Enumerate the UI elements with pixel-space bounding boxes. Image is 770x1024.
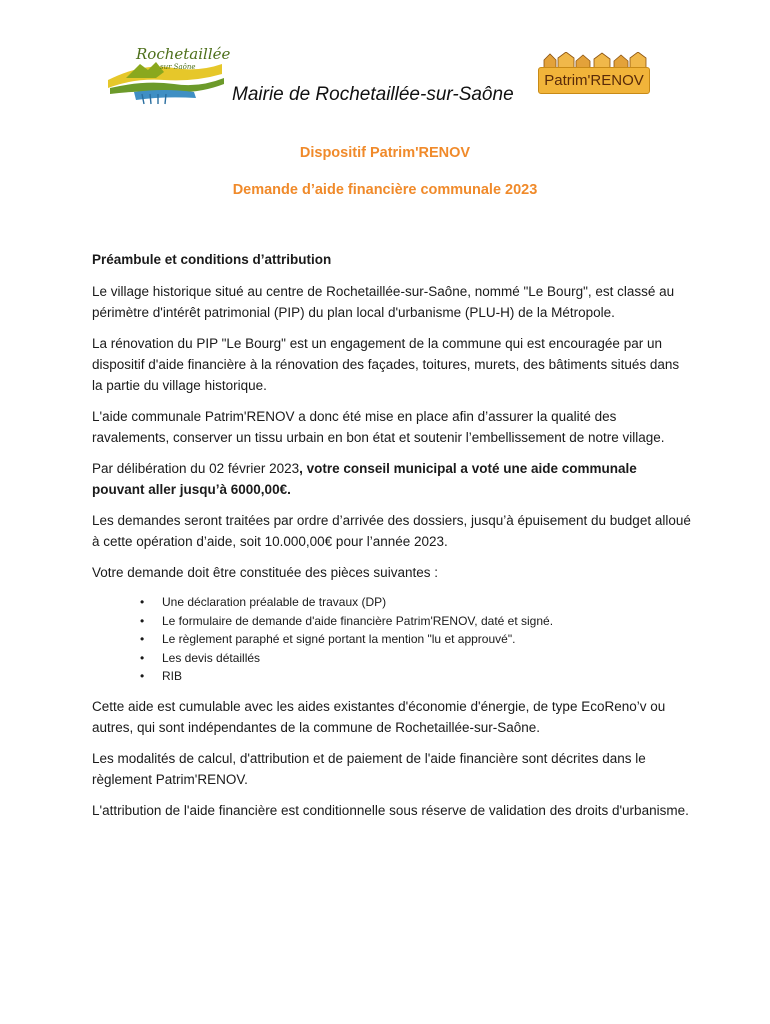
required-documents-list <box>92 593 692 686</box>
logo-left-line1: Rochetaillée <box>136 45 231 63</box>
document-title: Dispositif Patrim'RENOV <box>299 145 471 161</box>
logo-left-line2: sur Saône <box>160 63 196 71</box>
paragraph-3: L'aide communale Patrim'RENOV a donc été mise en place afin d’assurer la qualité des ravalements, conserver un tissu urbain en bon état et soutenir l’embellissement de notre village. <box>92 409 665 445</box>
bullet-icon: • <box>140 632 145 646</box>
document-body <box>92 249 692 831</box>
paragraph-2: La rénovation du PIP "Le Bourg" est un engagement de la commune qui est encouragée par un dispositif d'aide financière à la rénovation des façades, toitures, murets, des bâtiments situés dans la partie du village historique. <box>92 336 680 393</box>
paragraph-8: Les modalités de calcul, d'attribution et de paiement de l'aide financière sont décrites dans le règlement Patrim'RENOV. <box>92 750 646 787</box>
list-item-text: Une déclaration préalable de travaux (DP) <box>162 595 387 609</box>
list-item <box>92 612 692 631</box>
bullet-icon: • <box>140 650 145 665</box>
paragraph-5: Les demandes seront traitées par ordre d’arrivée des dossiers, jusqu’à épuisement du budget alloué à cette opération d’aide, soit 10.000,00€ pour l’année 2023. <box>92 513 691 549</box>
patrimrenov-label: Patrim'RENOV <box>538 67 650 94</box>
list-item-text: Les devis détaillés <box>162 650 261 665</box>
list-item <box>92 593 692 612</box>
bullet-icon: • <box>140 669 145 683</box>
paragraph-9: L'attribution de l'aide financière est conditionnelle sous réserve de validation des droits d'urbanisme. <box>92 802 689 818</box>
section-heading: Préambule et conditions d’attribution <box>92 252 332 267</box>
list-item-text: RIB <box>162 669 183 683</box>
patrimrenov-logo <box>538 52 650 96</box>
paragraph-7: Cette aide est cumulable avec les aides existantes d'économie d'énergie, de type EcoReno’v ou autres, qui sont indépendantes de la commune de Rochetaillée-sur-Saône. <box>92 698 666 735</box>
list-item <box>92 649 692 668</box>
document-header <box>0 0 770 120</box>
mairie-title: Mairie de Rochetaillée-sur-Saône <box>232 84 514 105</box>
document-subtitle: Demande d’aide financière communale 2023 <box>232 182 538 198</box>
list-item-text: Le règlement paraphé et signé portant la mention "lu et approuvé". <box>162 632 516 646</box>
bullet-icon: • <box>140 613 145 628</box>
list-item <box>92 630 692 649</box>
paragraph-1: Le village historique situé au centre de Rochetaillée-sur-Saône, nommé "Le Bourg", est classé au périmètre d'intérêt patrimonial (PIP) du plan local d'urbanisme (PLU-H) de la Métropole. <box>92 284 675 320</box>
paragraph-6: Votre demande doit être constituée des pièces suivantes : <box>92 565 438 580</box>
bullet-icon: • <box>140 595 145 609</box>
paragraph-4-bold: , votre conseil municipal a voté une aide communale pouvant aller jusqu’à 6000,00€. <box>92 461 637 497</box>
list-item <box>92 667 692 686</box>
paragraph-4 <box>92 458 692 500</box>
paragraph-4-normal: Par délibération du 02 février 2023 <box>92 461 300 476</box>
list-item-text: Le formulaire de demande d'aide financière Patrim'RENOV, daté et signé. <box>162 613 554 628</box>
